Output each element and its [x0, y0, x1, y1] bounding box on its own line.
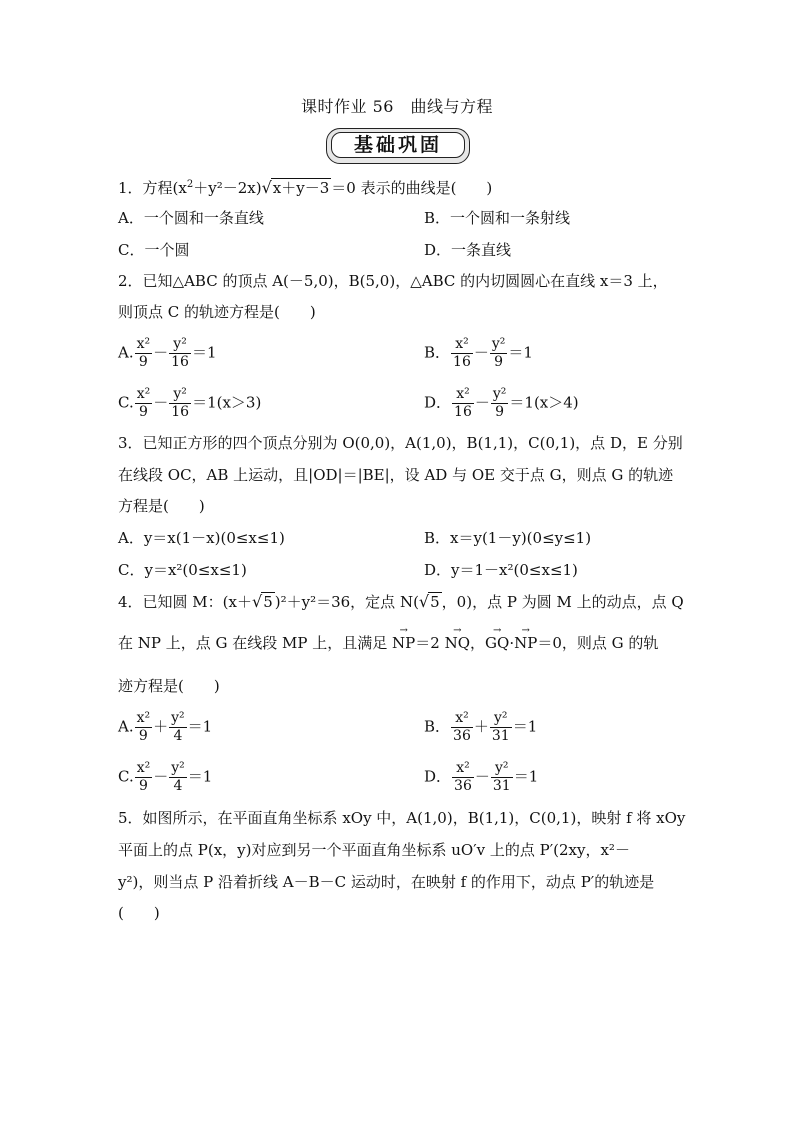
vector-nq: → NQ: [445, 633, 470, 653]
fraction: $\frac{\text{x²}}{36}$: [453, 710, 471, 744]
question-4-stem-line2: 在 NP 上，点 G 在线段 MP 上，且满足 → NP＝2 → NQ， → GQ· → NP＝0，则点 G 的轨: [118, 633, 658, 653]
fraction: $\frac{\text{y²}}{4}$: [171, 760, 185, 794]
q3-option-c[interactable]: C．y＝x²(0≤x≤1): [118, 561, 247, 579]
q3-option-b[interactable]: B．x＝y(1－y)(0≤y≤1): [424, 529, 592, 547]
q2-option-d[interactable]: D． $\frac{\text{x²}}{16}$ － $\frac{\text{y²}}{9}$ ＝1(x＞4): [424, 386, 579, 420]
vector-arrow-icon: →: [453, 625, 462, 636]
fraction: $\frac{\text{y²}}{31}$: [492, 760, 511, 794]
q4-option-c[interactable]: C. $\frac{\text{x²}}{9}$ － $\frac{\text{y²}}{4}$ ＝1: [118, 760, 213, 794]
question-3-stem-line1: 3．已知正方形的四个顶点分别为 O(0,0)，A(1,0)，B(1,1)，C(0,1)，点 D，E 分别: [118, 434, 683, 452]
vector-gq: → GQ: [485, 633, 509, 653]
fraction: $\frac{\text{y²}}{16}$: [171, 336, 189, 370]
question-2-stem-line2: 则顶点 C 的轨迹方程是( ): [118, 303, 316, 321]
question-1-stem: 1．方程$(x^2+y^2-2x)√x+y-3 =0$ 表示的曲线是( ): [118, 178, 493, 197]
sqrt-5: 5: [263, 593, 273, 611]
vector-arrow-icon: →: [521, 625, 530, 636]
sqrt-icon: √: [261, 178, 272, 197]
fraction: $\frac{\text{y²}}{31}$: [491, 710, 510, 744]
section-badge: [326, 128, 470, 164]
vector-np: → NP: [392, 633, 415, 653]
fraction: $\frac{\text{x²}}{9}$: [136, 386, 151, 420]
q2-option-b[interactable]: B． $\frac{\text{x²}}{16}$ － $\frac{\text{y²}}{9}$ ＝1: [424, 336, 533, 370]
fraction: $\frac{\text{x²}}{9}$: [136, 336, 151, 370]
question-4-stem-line3: 迹方程是( ): [118, 677, 220, 695]
fraction: $\frac{\text{x²}}{9}$: [136, 710, 151, 744]
sqrt-5: 5: [430, 593, 440, 611]
fraction: $\frac{\text{y²}}{9}$: [492, 386, 507, 420]
question-5-stem-line4: ( ): [118, 904, 160, 922]
fraction: $\frac{\text{y²}}{9}$: [491, 336, 506, 370]
question-5-stem-line3: y²)，则当点 P 沿着折线 A－B－C 运动时，在映射 f 的作用下，动点 P′的轨迹是: [118, 873, 655, 891]
vector-arrow-icon: →: [492, 625, 502, 636]
question-5-stem-line1: 5．如图所示，在平面直角坐标系 xOy 中，A(1,0)，B(1,1)，C(0,1)，映射 f 将 xOy: [118, 809, 686, 827]
q3-option-d[interactable]: D．y＝1－x²(0≤x≤1): [424, 561, 578, 579]
q4-option-b[interactable]: B． $\frac{\text{x²}}{36}$ ＋ $\frac{\text{y²}}{31}$ ＝1: [424, 710, 538, 744]
q1-option-c[interactable]: C．一个圆: [118, 241, 190, 259]
sqrt-icon: √: [251, 592, 263, 611]
q4-option-a[interactable]: A. $\frac{\text{x²}}{9}$ ＋ $\frac{\text{y²}}{4}$ ＝1: [118, 710, 213, 744]
vector-arrow-icon: →: [399, 625, 408, 636]
fraction: $\frac{\text{x²}}{9}$: [136, 760, 151, 794]
page-title: 课时作业 56 曲线与方程: [301, 97, 493, 116]
fraction: $\frac{\text{y²}}{4}$: [171, 710, 185, 744]
fraction: $\frac{\text{x²}}{16}$: [454, 386, 472, 420]
q1-radicand: x＋y－3: [272, 179, 330, 197]
fraction: $\frac{\text{x²}}{36}$: [454, 760, 472, 794]
q1-option-a[interactable]: A．一个圆和一条直线: [118, 209, 264, 227]
question-3-stem-line3: 方程是( ): [118, 497, 205, 515]
q2-option-c[interactable]: C. $\frac{\text{x²}}{9}$ － $\frac{\text{y²}}{16}$ ＝1(x＞3): [118, 386, 262, 420]
q1-option-d[interactable]: D．一条直线: [424, 241, 512, 259]
vector-np: → NP: [514, 633, 537, 653]
fraction: $\frac{\text{y²}}{16}$: [171, 386, 190, 420]
badge-label: 基础巩固: [331, 132, 465, 158]
q2-option-a[interactable]: A. $\frac{\text{x²}}{9}$ － $\frac{\text{y²}}{16}$ ＝1: [118, 336, 217, 370]
q4-option-d[interactable]: D． $\frac{\text{x²}}{36}$ － $\frac{\text{y²}}{31}$ ＝1: [424, 760, 539, 794]
question-3-stem-line2: 在线段 OC，AB 上运动，且|OD|＝|BE|，设 AD 与 OE 交于点 G，则点 G 的轨迹: [118, 466, 674, 484]
question-5-stem-line2: 平面上的点 P(x，y)对应到另一个平面直角坐标系 uO′v 上的点 P′(2xy，x²－: [118, 841, 630, 859]
q3-option-a[interactable]: A．y＝x(1－x)(0≤x≤1): [118, 529, 285, 547]
sqrt-icon: √: [418, 592, 430, 611]
question-2-stem-line1: 2．已知△ABC 的顶点 A(－5,0)，B(5,0)，△ABC 的内切圆圆心在直线 x＝3 上，: [118, 272, 668, 290]
q1-option-b[interactable]: B．一个圆和一条射线: [424, 209, 571, 227]
question-4-stem-line1: 4．已知圆 M：(x＋√5 )²＋y²＝36，定点 N(√5 ，0)，点 P 为圆 M 上的动点，点 Q: [118, 592, 684, 611]
fraction: $\frac{\text{x²}}{16}$: [453, 336, 471, 370]
